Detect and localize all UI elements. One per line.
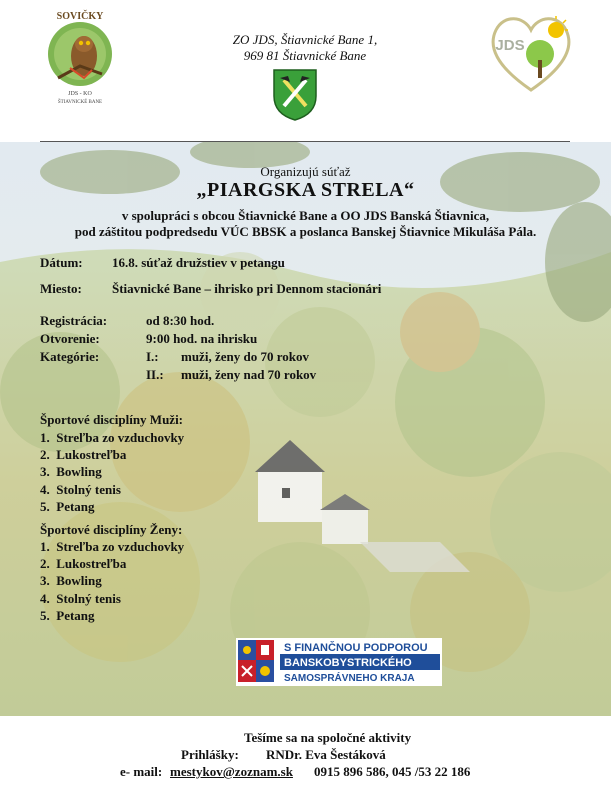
jds-heart-logo <box>486 10 576 96</box>
registration-value: od 8:30 hod. <box>146 313 215 328</box>
registration-label: Registrácia: <box>40 313 108 328</box>
opening-label: Otvorenie: <box>40 331 100 346</box>
logo-left-bottom-text: JDS - KO <box>68 91 92 97</box>
sponsor-banner <box>236 638 442 686</box>
logo-left-top-text: SOVIČKY <box>56 11 104 22</box>
category-label: Kategórie: <box>40 349 100 364</box>
women-heading: Športové disciplíny Ženy: <box>40 522 183 537</box>
women-item-1: 1. Streľba zo vzduchovky <box>40 539 185 554</box>
village-crest-icon <box>270 66 320 122</box>
sponsor-line-3: SAMOSPRÁVNEHO KRAJA <box>284 673 415 684</box>
category-1-num: I.: <box>146 349 159 364</box>
owl-club-logo <box>40 8 120 104</box>
men-item-1: 1. Streľba zo vzduchovky <box>40 430 185 445</box>
men-heading: Športové disciplíny Muži: <box>40 412 184 427</box>
footer-tagline: Tešíme sa na spoločné aktivity <box>244 730 412 745</box>
sponsor-line-2: BANSKOBYSTRICKÉHO <box>284 657 412 669</box>
women-item-3: 3. Bowling <box>40 573 102 588</box>
date-value: 16.8. súťaž družstiev v petangu <box>112 255 285 270</box>
header <box>0 0 611 140</box>
logo-left-sub-text: ŠTIAVNICKÉ BANE <box>57 100 103 104</box>
date-label: Dátum: <box>40 255 83 270</box>
event-content <box>0 142 611 716</box>
logo-right-text: JDS <box>495 37 525 54</box>
opening-value: 9:00 hod. na ihrisku <box>146 331 258 346</box>
phone-numbers: 0915 896 586, 045 /53 22 186 <box>314 764 471 779</box>
event-title: „PIARGSKA STRELA“ <box>196 179 415 201</box>
category-1-text: muži, ženy do 70 rokov <box>181 349 309 364</box>
place-label: Miesto: <box>40 281 82 296</box>
footer <box>0 716 611 786</box>
apply-name: RNDr. Eva Šestáková <box>266 747 386 762</box>
email-label: e- mail: <box>120 764 163 779</box>
women-item-4: 4. Stolný tenis <box>40 591 121 606</box>
email-link[interactable]: mestykov@zoznam.sk <box>170 764 293 779</box>
bbsk-coat-of-arms-icon <box>238 640 274 682</box>
organization-address <box>200 32 410 64</box>
cooperation-text: v spolupráci s obcou Štiavnické Bane a OO JDS Banská Štiavnica, <box>121 208 490 223</box>
men-item-5: 5. Petang <box>40 499 95 514</box>
org-line-1: ZO JDS, Štiavnické Bane 1, <box>232 32 378 47</box>
place-value: Štiavnické Bane – ihrisko pri Dennom stacionári <box>112 281 382 296</box>
men-item-3: 3. Bowling <box>40 464 102 479</box>
sponsor-line-1: S FINANČNOU PODPOROU <box>284 642 428 654</box>
apply-label: Prihlášky: <box>181 747 239 762</box>
org-line-2: 969 81 Štiavnické Bane <box>243 48 367 63</box>
organizing-text: Organizujú súťaž <box>260 164 351 179</box>
patronage-text: pod záštitou podpredsedu VÚC BBSK a poslanca Banskej Štiavnice Mikuláša Pála. <box>74 224 537 239</box>
men-item-2: 2. Lukostreľba <box>40 447 127 462</box>
category-2-num: II.: <box>146 367 164 382</box>
category-2-text: muži, ženy nad 70 rokov <box>181 367 317 382</box>
men-item-4: 4. Stolný tenis <box>40 482 121 497</box>
women-item-5: 5. Petang <box>40 608 95 623</box>
women-item-2: 2. Lukostreľba <box>40 556 127 571</box>
